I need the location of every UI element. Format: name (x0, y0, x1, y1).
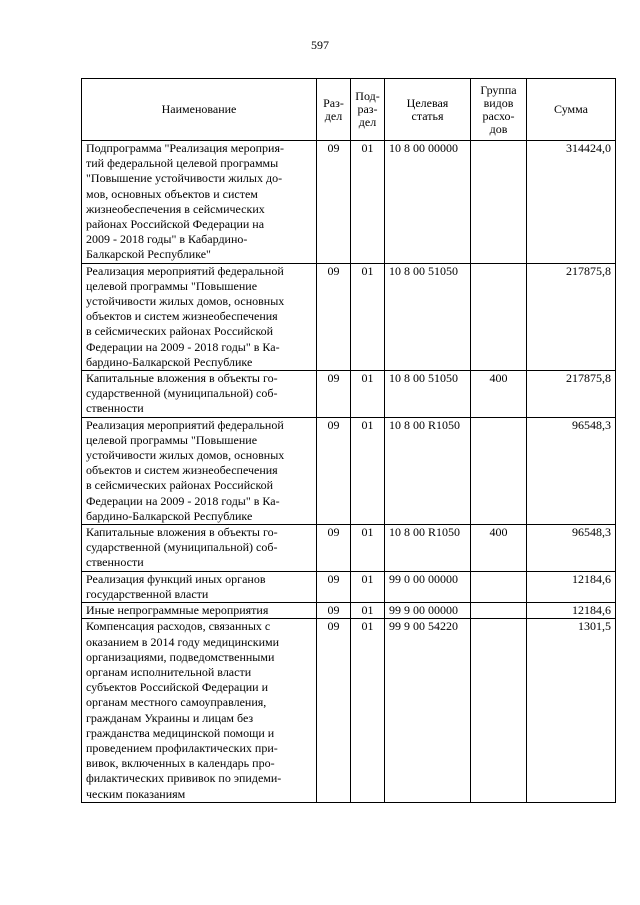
row-expense-group (471, 619, 527, 802)
row-article: 10 8 00 51050 (385, 263, 471, 370)
table-row (82, 371, 616, 418)
page-number: 597 (311, 38, 329, 52)
row-section: 09 (317, 619, 351, 802)
row-article: 10 8 00 51050 (385, 371, 471, 418)
budget-table (81, 78, 616, 803)
row-sum: 96548,3 (527, 417, 616, 524)
row-expense-group (471, 417, 527, 524)
header-section: Раз- дел (317, 79, 351, 141)
row-expense-group: 400 (471, 371, 527, 418)
row-section: 09 (317, 263, 351, 370)
row-section: 09 (317, 603, 351, 619)
row-subsection: 01 (351, 417, 385, 524)
row-article: 10 8 00 R1050 (385, 525, 471, 572)
row-name: Компенсация расходов, связанных с оказанием в 2014 году медицинскими организациями, подведомственными органам исполнительной власти субъектов Российской Федерации и органам местного самоуправления, гражданам Украины и лицам без гражданства медицинской помощи и проведением профилактических при- вивок, включенных в календарь про- филактических прививок по эпидеми- ческим показаниям (82, 619, 317, 802)
table-row (82, 141, 616, 264)
row-sum: 12184,6 (527, 603, 616, 619)
row-article: 99 9 00 54220 (385, 619, 471, 802)
row-subsection: 01 (351, 263, 385, 370)
table-row (82, 263, 616, 370)
row-section: 09 (317, 141, 351, 264)
row-name: Реализация мероприятий федеральной целевой программы "Повышение устойчивости жилых домов, основных объектов и систем жизнеобеспечения в сейсмических районах Российской Федерации на 2009 - 2018 годы" в Ка- бардино-Балкарской Республике (82, 263, 317, 370)
row-expense-group (471, 141, 527, 264)
table-header-row (82, 79, 616, 141)
row-article: 99 9 00 00000 (385, 603, 471, 619)
row-expense-group (471, 263, 527, 370)
row-subsection: 01 (351, 371, 385, 418)
row-sum: 96548,3 (527, 525, 616, 572)
row-section: 09 (317, 525, 351, 572)
row-article: 99 0 00 00000 (385, 571, 471, 602)
header-sum: Сумма (527, 79, 616, 141)
header-expense-group: Группа видов расхо- дов (471, 79, 527, 141)
row-sum: 217875,8 (527, 371, 616, 418)
table-row (82, 525, 616, 572)
row-name: Капитальные вложения в объекты го- сударственной (муниципальной) соб- ственности (82, 525, 317, 572)
row-name: Подпрограмма "Реализация мероприя- тий федеральной целевой программы "Повышение устойчивости жилых до- мов, основных объектов и систем жизнеобеспечения в сейсмических районах Российской Федерации на 2009 - 2018 годы" в Кабардино- Балкарской Республике" (82, 141, 317, 264)
row-article: 10 8 00 R1050 (385, 417, 471, 524)
row-subsection: 01 (351, 141, 385, 264)
table-row (82, 619, 616, 802)
row-name: Реализация функций иных органов государственной власти (82, 571, 317, 602)
row-subsection: 01 (351, 571, 385, 602)
row-section: 09 (317, 571, 351, 602)
row-sum: 314424,0 (527, 141, 616, 264)
row-subsection: 01 (351, 525, 385, 572)
header-subsection: Под- раз- дел (351, 79, 385, 141)
row-name: Иные непрограммные мероприятия (82, 603, 317, 619)
header-article: Целевая статья (385, 79, 471, 141)
row-sum: 1301,5 (527, 619, 616, 802)
row-expense-group (471, 603, 527, 619)
row-subsection: 01 (351, 603, 385, 619)
row-expense-group: 400 (471, 525, 527, 572)
row-expense-group (471, 571, 527, 602)
row-sum: 217875,8 (527, 263, 616, 370)
row-name: Капитальные вложения в объекты го- сударственной (муниципальной) соб- ственности (82, 371, 317, 418)
row-section: 09 (317, 417, 351, 524)
row-section: 09 (317, 371, 351, 418)
table-row (82, 417, 616, 524)
row-name: Реализация мероприятий федеральной целевой программы "Повышение устойчивости жилых домов, основных объектов и систем жизнеобеспечения в сейсмических районах Российской Федерации на 2009 - 2018 годы" в Ка- бардино-Балкарской Республике (82, 417, 317, 524)
row-article: 10 8 00 00000 (385, 141, 471, 264)
row-subsection: 01 (351, 619, 385, 802)
row-sum: 12184,6 (527, 571, 616, 602)
table-row (82, 603, 616, 619)
header-name: Наименование (82, 79, 317, 141)
table-row (82, 571, 616, 602)
